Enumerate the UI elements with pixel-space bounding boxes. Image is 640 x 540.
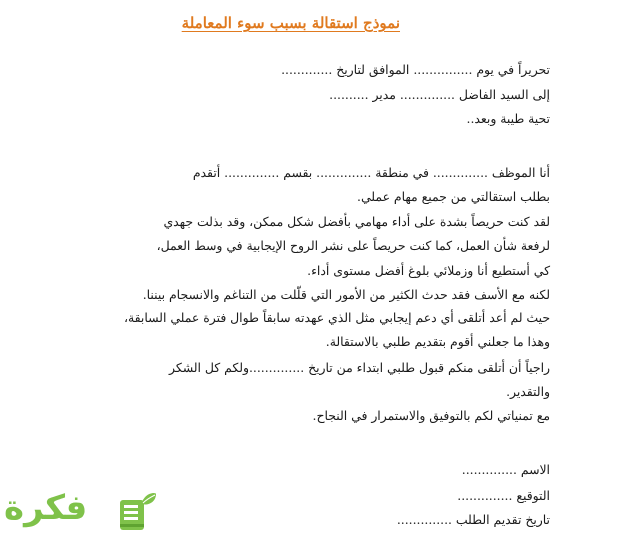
letter-body-line: والتقدير. xyxy=(506,384,550,399)
letter-greeting: تحية طيبة وبعد.. xyxy=(466,111,550,126)
letter-recipient-line: إلى السيد الفاضل .............. مدير .......... xyxy=(329,87,550,102)
book-leaf-icon xyxy=(116,490,158,534)
logo-wordmark: فكرة xyxy=(4,488,88,528)
signature-name-field: الاسم .............. xyxy=(461,462,550,477)
signature-signature-field: التوقيع .............. xyxy=(457,488,550,503)
letter-body-line: لرفعة شأن العمل، كما كنت حريصاً على نشر الروح الإيجابية في وسط العمل، xyxy=(156,238,550,253)
letter-body-line: لكنه مع الأسف فقد حدث الكثير من الأمور التي قلّلت من التناغم والانسجام بيننا. xyxy=(142,287,550,302)
letter-body-line: بطلب استقالتي من جميع مهام عملي. xyxy=(357,189,550,204)
letter-body-line: لقد كنت حريصاً بشدة على أداء مهامي بأفضل شكل ممكن، وقد بذلت جهدي xyxy=(163,214,550,229)
signature-date-field: تاريخ تقديم الطلب .............. xyxy=(396,512,550,527)
site-logo xyxy=(4,488,164,536)
letter-body-line: حيث لم أعد أتلقى أي دعم إيجابي مثل الذي عهدته سابقاً طوال فترة عملي السابقة، xyxy=(123,310,550,325)
letter-date-line: تحريراً في يوم ............... الموافق لتاريخ ............. xyxy=(281,62,550,77)
letter-body-line: أنا الموظف .............. في منطقة .............. بقسم .............. أتقدم xyxy=(192,165,550,180)
letter-body-line: وهذا ما جعلني أقوم بتقديم طلبي بالاستقالة. xyxy=(325,334,550,349)
letter-body-line: راجياً أن أتلقى منكم قبول طلبي ابتداء من تاريخ ..............ولكم كل الشكر xyxy=(169,360,550,375)
letter-closing: مع تمنياتي لكم بالتوفيق والاستمرار في النجاح. xyxy=(312,408,550,423)
letter-body-line: كي أستطيع أنا وزملائي بلوغ أفضل مستوى أداء. xyxy=(307,263,550,278)
letter-title: نموذج استقالة بسبب سوء المعاملة xyxy=(181,14,400,32)
